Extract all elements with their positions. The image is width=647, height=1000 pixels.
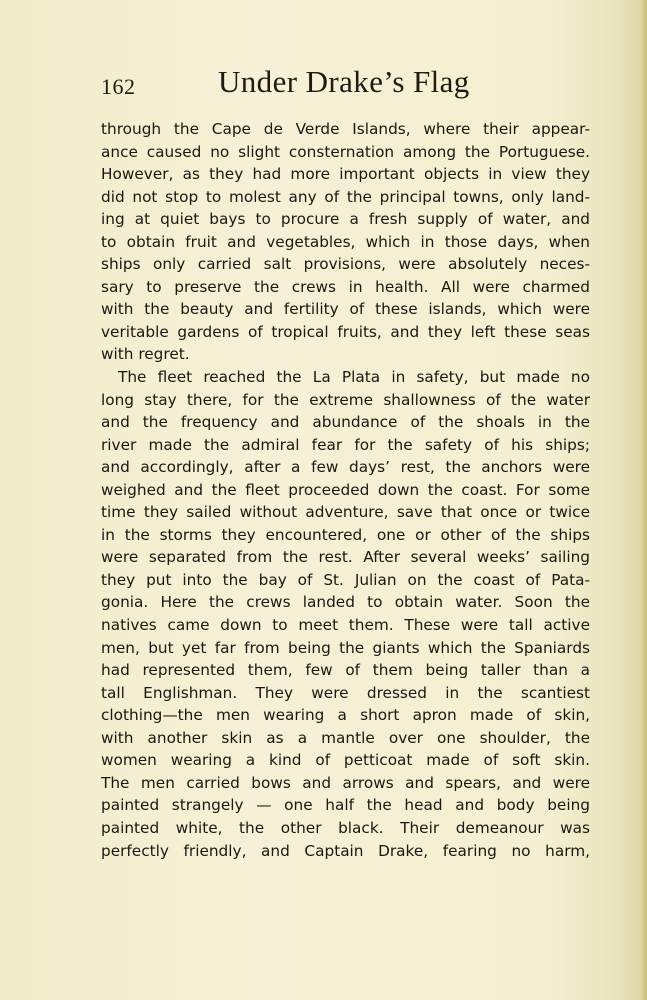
text-line: through the Cape de Verde Islands, where their appear- [101, 120, 590, 138]
text-line: men, but yet far from being the giants which the Spaniards [101, 638, 590, 657]
text-line: The men carried bows and arrows and spears, and were [101, 773, 590, 792]
text-line: gonia. Here the crews landed to obtain water. Soon the [101, 593, 590, 612]
text-line: they put into the bay of St. Julian on the coast of Pata- [101, 570, 590, 589]
text-line: sary to preserve the crews in health. All were charmed [101, 277, 590, 296]
text-line: and accordingly, after a few days’ rest, the anchors were [101, 458, 590, 477]
text-line: natives came down to meet them. These were tall active [101, 616, 590, 635]
text-line: ance caused no slight consternation among the Portuguese. [101, 142, 590, 161]
page-number: 162 [101, 74, 136, 99]
text-line: with regret. [101, 345, 190, 364]
body-text [101, 118, 590, 862]
text-line: were separated from the rest. After several weeks’ sailing [101, 548, 590, 567]
text-line: ships only carried salt provisions, were absolutely neces- [101, 255, 590, 274]
text-line: to obtain fruit and vegetables, which in those days, when [101, 232, 590, 251]
text-line: perfectly friendly, and Captain Drake, fearing no harm, [101, 841, 590, 860]
text-line: painted white, the other black. Their demeanour was [101, 818, 590, 837]
text-line: with the beauty and fertility of these islands, which were [101, 300, 590, 319]
text-line: time they sailed without adventure, save that once or twice [101, 503, 590, 522]
paragraph-start-line: The fleet reached the La Plata in safety, but made no [118, 368, 590, 387]
page-edge-shadow [640, 0, 647, 1000]
text-line: with another skin as a mantle over one shoulder, the [101, 728, 590, 747]
text-line: had represented them, few of them being taller than a [101, 661, 590, 680]
text-line: ing at quiet bays to procure a fresh supply of water, and [101, 210, 590, 229]
text-line: painted strangely — one half the head and body being [101, 796, 590, 815]
text-line: and the frequency and abundance of the shoals in the [101, 413, 590, 432]
text-line: However, as they had more important objects in view they [101, 165, 590, 184]
text-line: long stay there, for the extreme shallowness of the water [101, 390, 590, 409]
text-line: river made the admiral fear for the safety of his ships; [101, 435, 590, 454]
running-title: Under Drake’s Flag [218, 64, 470, 99]
text-line: clothing—the men wearing a short apron made of skin, [101, 706, 590, 725]
text-line: tall Englishman. They were dressed in the scantiest [101, 683, 590, 702]
running-head [101, 64, 590, 108]
text-line: weighed and the fleet proceeded down the coast. For some [101, 480, 590, 499]
text-line: in the storms they encountered, one or other of the ships [101, 525, 590, 544]
text-line: did not stop to molest any of the principal towns, only land- [101, 187, 590, 206]
text-line: women wearing a kind of petticoat made of soft skin. [101, 751, 590, 770]
text-line: veritable gardens of tropical fruits, and they left these seas [101, 322, 590, 341]
